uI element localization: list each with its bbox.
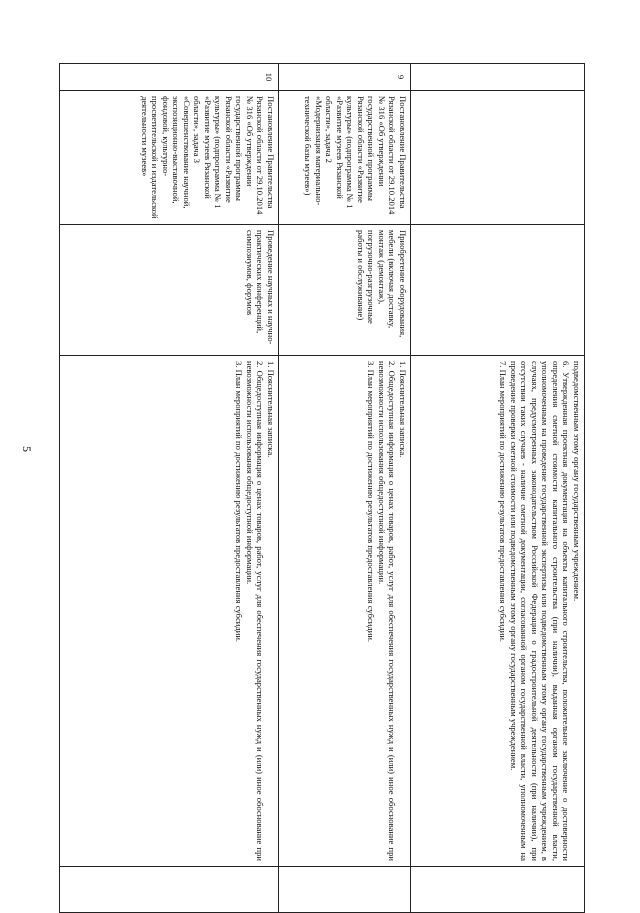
row-number — [411, 64, 585, 91]
document-item: 1. Пояснительная записка. — [398, 361, 408, 458]
row-number: 10 — [60, 64, 279, 91]
page-number: 5 — [20, 446, 34, 452]
document-item: 6. Утвержденная проектная документация на объекты капитального строительства, положительное заключение о достоверности определения сметной стоимости капитального строительства (при наличии), выданная органом государственной власти, уполномоченным на проведение государственной экспертизы или подведомственным этому органу государственным учреждением, в случаях, предусмотренных законодательством Российской Федерации о градостроительной деятельности (при наличии), при отсутствии таких случаев - наличие сметной документации, согласованной органом государственной власти, уполномоченным на проведение проверки сметной стоимости или подведомственным этому органу государственным учреждением. — [509, 361, 572, 861]
purpose-cell — [411, 225, 585, 356]
documents-cell — [60, 356, 279, 867]
document-item: подведомственным этому органу государственным учреждением. — [572, 361, 582, 602]
document-item: 1. Пояснительная записка. — [266, 361, 276, 458]
document-item: 2. Общедоступная информация о ценах товаров, работ, услуг для обеспечения государственных нужд и (или) иное обоснование при невозможности использования общедоступной информации. — [245, 361, 266, 861]
legal-basis-cell — [411, 91, 585, 225]
document-item: 7. План мероприятий по достижению результатов предоставления субсидии. — [498, 361, 509, 643]
document-item: 3. План мероприятий по достижению результатов предоставления субсидии. — [234, 361, 245, 643]
subsidy-documents-table — [59, 63, 585, 913]
document-item: 2. Общедоступная информация о ценах товаров, работ, услуг для обеспечения государственных нужд и (или) иное обоснование при невозможности использования общедоступной информации. — [377, 361, 398, 861]
purpose-cell: Приобретение оборудования, мебели (включая доставку, монтаж (демонтаж), погрузочно-разгрузочные работы и обслуживание) — [279, 225, 411, 356]
table-row — [411, 64, 585, 913]
table-row — [60, 64, 279, 913]
document-item: 3. План мероприятий по достижению результатов предоставления субсидии. — [366, 361, 377, 643]
purpose-cell: Проведение научных и научно-практических конференций, симпозиумов, форумов — [60, 225, 279, 356]
empty-cell — [60, 867, 279, 913]
row-number: 9 — [279, 64, 411, 91]
empty-cell — [279, 867, 411, 913]
document-rotated-content — [60, 63, 585, 863]
documents-cell — [279, 356, 411, 867]
empty-cell — [411, 867, 585, 913]
legal-basis-cell: Постановление Правительства Рязанской области от 29.10.2014 № 316 «Об утверждении государственной программы Рязанской области «Развитие культуры» (подпрограмма № 1 «Развитие музеев Рязанской области», задача 3 «Совершенствование научной, экспозиционно-выставочной, фондовой, культурно-просветительской и издательской деятельности музеев» — [60, 91, 279, 225]
documents-cell — [411, 356, 585, 867]
table-row — [279, 64, 411, 913]
legal-basis-cell: Постановление Правительства Рязанской области от 29.10.2014 № 316 «Об утверждении государственной программы Рязанской области «Развитие культуры» (подпрограмма № 1 «Развитие музеев Рязанской области», задача 2 «Модернизация материально-технической базы музеев») — [279, 91, 411, 225]
